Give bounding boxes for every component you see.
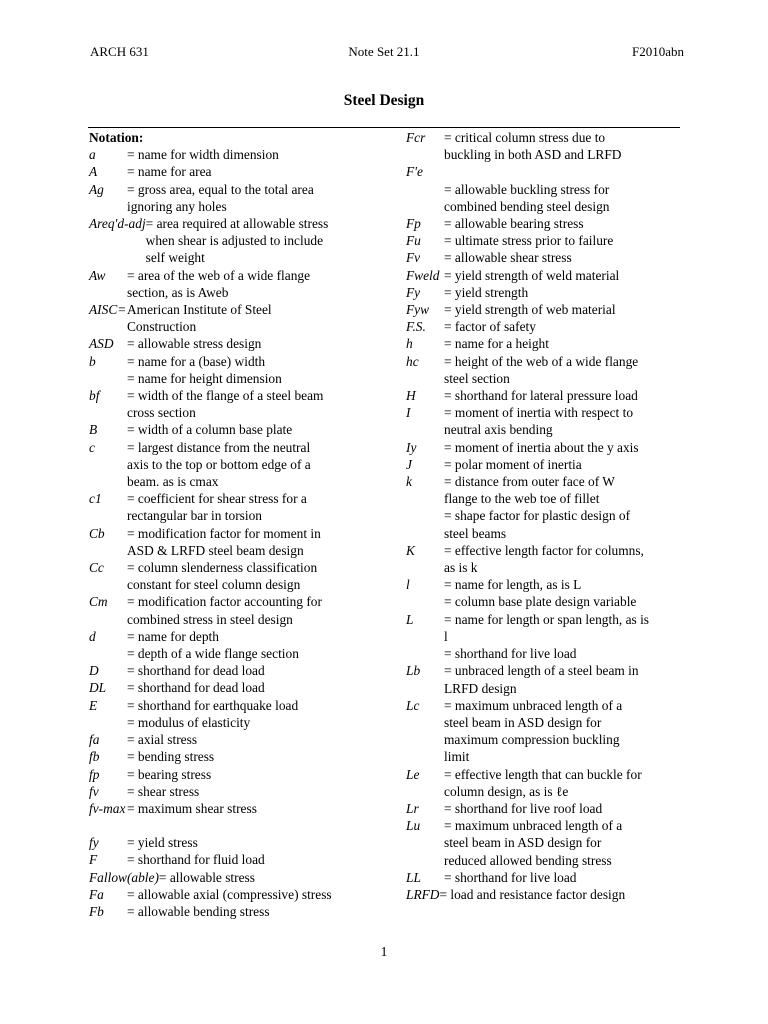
notation-symbol: Le (406, 766, 420, 782)
notation-entry (406, 869, 686, 886)
notation-entry (406, 611, 686, 663)
notation-entry (89, 181, 379, 215)
notation-symbol: Fa (89, 886, 104, 902)
notation-description: = area of the web of a wide flange section, as is Aweb (127, 267, 311, 300)
notation-description: = allowable bending stress (127, 903, 270, 919)
notation-description: = gross area, equal to the total area ignoring any holes (127, 181, 314, 214)
notation-symbol: fa (89, 732, 100, 748)
notation-symbol: DL (89, 680, 107, 696)
page-title: Steel Design (343, 92, 425, 109)
notation-entry (406, 318, 686, 335)
notation-description: = yield strength (444, 284, 529, 300)
notation-description: = maximum shear stress (127, 800, 257, 816)
notation-right-column (406, 129, 686, 903)
notation-entry (406, 267, 686, 284)
notation-symbol: Fcr (406, 130, 426, 145)
notation-symbol: I (406, 405, 411, 421)
notation-entry (406, 335, 686, 352)
notation-entry (89, 731, 379, 748)
notation-entry (89, 353, 379, 387)
notation-description: = shear stress (127, 783, 200, 799)
notation-description: = shorthand for fluid load (127, 852, 265, 868)
notation-description: = largest distance from the neutral axis to the top or bottom edge of a beam. as is cmax (127, 439, 311, 490)
notation-symbol: fb (89, 749, 100, 765)
notation-description: = name for depth = depth of a wide flange section (127, 628, 299, 662)
notation-symbol: Iy (406, 439, 417, 455)
notation-description: = shorthand for earthquake load = modulus of elasticity (127, 697, 299, 730)
notation-description: = axial stress (127, 732, 198, 748)
notation-description: = moment of inertia about the y axis (444, 439, 639, 455)
notation-symbol: E (89, 697, 98, 713)
notation-entry (406, 353, 686, 387)
notation-description: = height of the web of a wide flange steel section (444, 353, 639, 386)
notation-entry (89, 886, 379, 903)
notation-symbol: F (89, 852, 98, 868)
notation-description: = allowable shear stress (444, 250, 572, 266)
notation-description: = load and resistance factor design (439, 886, 626, 902)
notation-description: = name for length or span length, as is l = shorthand for live load (444, 611, 650, 662)
notation-entry (406, 886, 686, 903)
notation-description: = bending stress (127, 749, 215, 765)
notation-entry (89, 697, 379, 731)
header-course: ARCH 631 (90, 44, 149, 59)
notation-symbol: Fweld (406, 267, 440, 283)
header-code: F2010abn (632, 44, 684, 59)
notation-description: = allowable buckling stress for combined bending steel design (444, 181, 610, 214)
notation-symbol: D (89, 663, 99, 679)
notation-symbol: Fy (406, 284, 421, 300)
notation-symbol: H (406, 388, 416, 404)
notation-entry (406, 800, 686, 817)
notation-description: = factor of safety (444, 319, 536, 335)
notation-entry (406, 542, 686, 576)
notation-symbol: hc (406, 353, 419, 369)
notation-entry (406, 662, 686, 696)
notation-description: = shorthand for live load (444, 869, 577, 885)
notation-description: = effective length that can buckle for column design, as is ℓe (444, 766, 642, 799)
notation-symbol: L (406, 611, 414, 627)
notation-symbol: LRFD (406, 886, 440, 902)
notation-entry (89, 335, 379, 352)
notation-description: = yield stress (127, 835, 198, 851)
notation-description: = name for length, as is L = column base plate design variable (444, 577, 637, 610)
notation-symbol: Cm (89, 594, 108, 610)
notation-entry (89, 387, 379, 421)
notation-entry (406, 697, 686, 766)
notation-description: = moment of inertia with respect to neutral axis bending (444, 405, 634, 438)
notation-entry (406, 163, 686, 215)
notation-symbol: B (89, 422, 98, 438)
notation-entry (89, 800, 379, 817)
notation-entry (89, 421, 379, 438)
notation-description: = shorthand for dead load (127, 680, 265, 696)
notation-symbol: b (89, 353, 96, 369)
notation-symbol: Lc (406, 697, 420, 713)
notation-entry (406, 404, 686, 438)
notation-entry (89, 146, 379, 163)
notation-description: = modification factor accounting for combined stress in steel design (127, 594, 322, 627)
notation-entry (89, 215, 379, 267)
notation-entry (89, 439, 379, 491)
notation-entry (406, 232, 686, 249)
notation-description: = area required at allowable stress when shear is adjusted to include self weight (145, 216, 329, 266)
notation-symbol: Lr (406, 800, 419, 816)
notation-symbol: F'e (406, 164, 423, 180)
notation-left-column (89, 129, 379, 920)
notation-symbol: c (89, 439, 95, 455)
notation-symbol: AISC= (89, 302, 127, 318)
notation-symbol: fv (89, 783, 99, 799)
notation-description: American Institute of Steel Construction (127, 302, 272, 335)
notation-symbol: h (406, 336, 413, 352)
notation-description: = shorthand for lateral pressure load (444, 388, 638, 404)
notation-description: = critical column stress due to buckling in both ASD and LRFD (444, 130, 622, 163)
title-rule (88, 127, 680, 128)
notation-entry (406, 301, 686, 318)
notation-symbol: Cb (89, 525, 105, 541)
notation-symbol: Fv (406, 250, 421, 266)
page-number: 1 (380, 944, 388, 959)
notation-entry (89, 628, 379, 662)
notation-description: = bearing stress (127, 766, 212, 782)
notation-description: = coefficient for shear stress for a rectangular bar in torsion (127, 491, 307, 524)
notation-symbol: K (406, 542, 415, 558)
notation-description: = allowable stress (158, 869, 255, 885)
notation-entry (406, 215, 686, 232)
notation-entry (89, 301, 379, 335)
notation-symbol: c1 (89, 491, 102, 507)
notation-symbol: F.S. (406, 319, 426, 335)
notation-symbol: A (89, 164, 98, 180)
notation-description: = column slenderness classification constant for steel column design (127, 560, 318, 593)
notation-symbol: Fb (89, 903, 104, 919)
notation-description: = name for a height (444, 336, 549, 352)
notation-entry (89, 267, 379, 301)
notation-description: = name for a (base) width = name for height dimension (127, 353, 282, 386)
notation-symbol: Ag (89, 181, 104, 197)
notation-entry (89, 662, 379, 679)
notation-list-right (406, 129, 686, 903)
notation-symbol: bf (89, 388, 100, 404)
notation-entry (406, 439, 686, 456)
header-note-set: Note Set 21.1 (348, 44, 420, 59)
notation-symbol: Areq'd-adj (89, 216, 146, 231)
notation-entry (89, 559, 379, 593)
notation-entry (406, 576, 686, 610)
notation-symbol: J (406, 456, 412, 472)
notation-symbol: fv-max (89, 800, 126, 816)
notation-symbol: Fyw (406, 302, 430, 318)
notation-description: = allowable stress design (127, 336, 262, 352)
notation-description: = yield strength of web material (444, 302, 616, 318)
notation-entry (406, 456, 686, 473)
notation-entry (89, 163, 379, 180)
notation-entry (89, 525, 379, 559)
notation-entry (406, 766, 686, 800)
notation-description: = allowable axial (compressive) stress (127, 886, 332, 902)
notation-description: = ultimate stress prior to failure (444, 233, 614, 249)
notation-symbol: Fallow(able) (89, 869, 159, 885)
notation-symbol: Fu (406, 233, 421, 249)
notation-entry (406, 817, 686, 869)
notation-symbol: Fp (406, 216, 421, 232)
notation-entry (89, 834, 379, 851)
notation-entry (89, 783, 379, 800)
notation-description: = width of a column base plate (127, 422, 293, 438)
notation-symbol: k (406, 474, 412, 490)
notation-entry (89, 593, 379, 627)
notation-entry (406, 387, 686, 404)
notation-entry (89, 490, 379, 524)
notation-description: = allowable bearing stress (444, 216, 584, 232)
notation-entry (406, 284, 686, 301)
notation-symbol: d (89, 628, 96, 644)
notation-description: = effective length factor for columns, as is k (444, 542, 644, 576)
notation-entry (406, 249, 686, 266)
notation-symbol: fp (89, 766, 100, 782)
notation-entry (89, 748, 379, 765)
notation-symbol: fy (89, 835, 99, 851)
notation-symbol: a (89, 147, 96, 163)
notation-heading: Notation: (89, 130, 144, 145)
notation-description: = yield strength of weld material (444, 267, 620, 283)
notation-description: = modification factor for moment in ASD & LRFD steel beam design (127, 525, 321, 558)
notation-symbol: l (406, 577, 410, 593)
notation-list-left (89, 146, 379, 920)
notation-description: = shorthand for dead load (127, 663, 265, 679)
notation-entry (406, 473, 686, 542)
notation-description: = name for area (127, 164, 212, 180)
notation-entry (406, 129, 686, 163)
notation-entry (89, 766, 379, 783)
notation-description: = unbraced length of a steel beam in LRFD design (444, 663, 639, 696)
notation-description: = maximum unbraced length of a steel beam in ASD design for reduced allowed bending stress (444, 818, 623, 868)
notation-description: = width of the flange of a steel beam cross section (127, 388, 324, 421)
notation-description: = polar moment of inertia (444, 456, 582, 472)
notation-description: = shorthand for live roof load (444, 800, 603, 816)
notation-entry (89, 851, 379, 868)
notation-symbol: Cc (89, 560, 104, 576)
notation-description: = maximum unbraced length of a steel beam in ASD design for maximum compression buckling limit (444, 697, 623, 765)
notation-entry (89, 869, 379, 886)
notation-entry (89, 679, 379, 696)
notation-symbol: Aw (89, 267, 106, 283)
notation-entry (89, 903, 379, 920)
notation-description: = name for width dimension (127, 147, 279, 163)
spacer (89, 817, 379, 834)
notation-symbol: Lb (406, 663, 421, 679)
notation-symbol: LL (406, 869, 421, 885)
notation-description: = distance from outer face of W flange to the web toe of fillet = shape factor for plastic design of steel beams (444, 474, 631, 541)
notation-symbol: ASD (89, 336, 114, 352)
notation-symbol: Lu (406, 818, 421, 834)
